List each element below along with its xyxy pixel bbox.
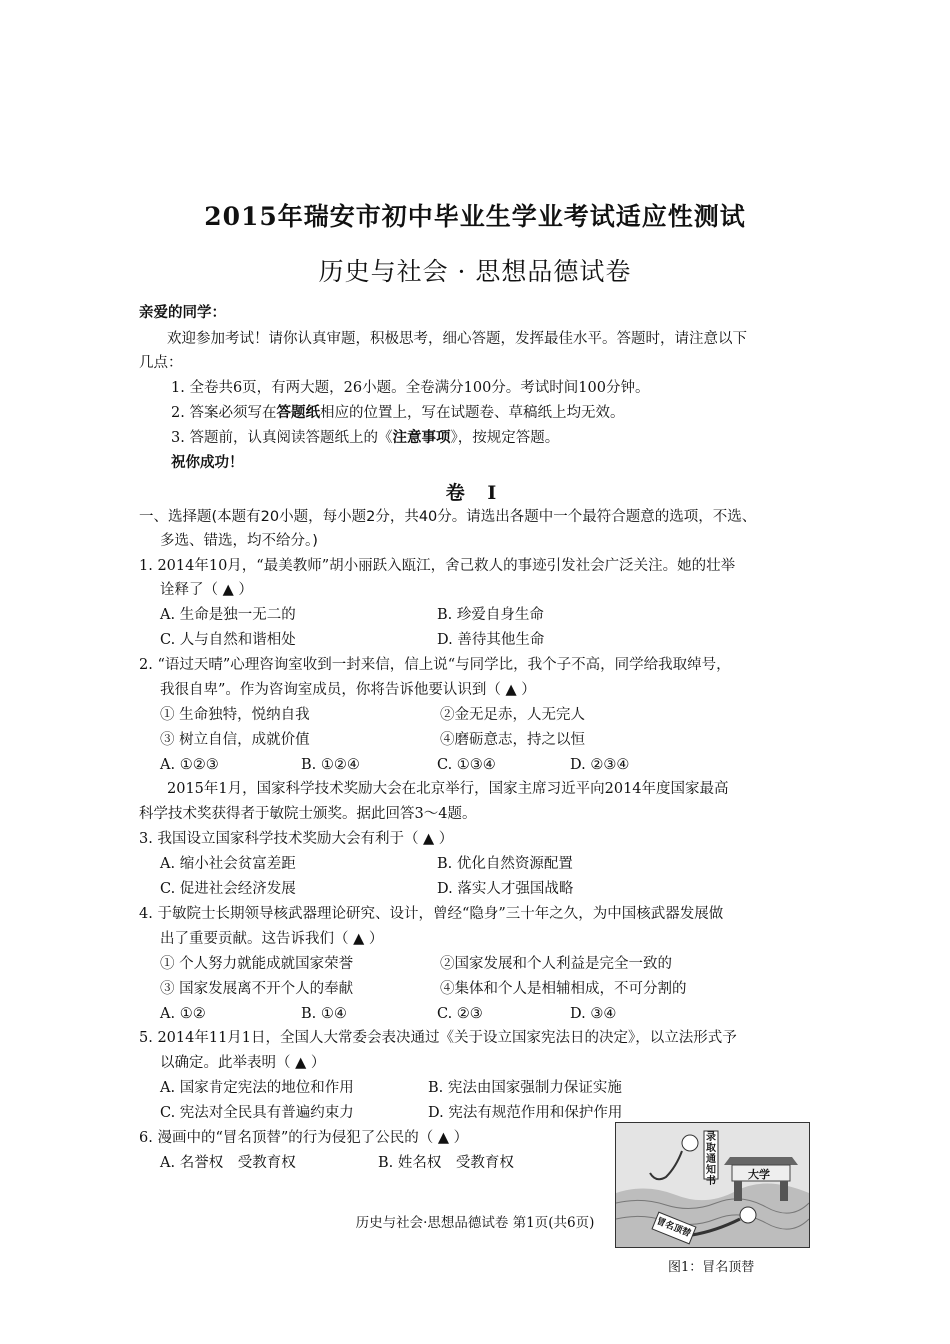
exam-title: 2015年瑞安市初中毕业生学业考试适应性测试 <box>204 202 746 231</box>
q5-option-b: B. 宪法由国家强制力保证实施 <box>428 1080 622 1096</box>
q2-stem-line-1: 2. “语过天晴”心理咨询室收到一封来信，信上说“与同学比，我个子不高，同学给我取绰号， <box>139 657 731 673</box>
q3-option-a: A. 缩小社会贫富差距 <box>160 856 296 872</box>
q3-option-c: C. 促进社会经济发展 <box>160 881 296 897</box>
cartoon-label-university: 大学 <box>748 1168 770 1181</box>
q1-option-b: B. 珍爱自身生命 <box>437 607 544 623</box>
q6-option-b: B. 姓名权 受教育权 <box>378 1155 514 1171</box>
intro-line-2: 几点： <box>139 355 183 371</box>
q4-stem-line-2: 出了重要贡献。这告诉我们（ ▲ ） <box>160 931 384 947</box>
q4-statement-2: ②国家发展和个人利益是完全一致的 <box>440 956 672 972</box>
q4-option-c: C. ②③ <box>437 1006 483 1022</box>
cartoon-label-admission-letter: 录取通知书 <box>706 1132 716 1187</box>
note-1: 1. 全卷共6页，有两大题，26小题。全卷满分100分。考试时间100分钟。 <box>171 380 650 396</box>
q2-option-b: B. ①②④ <box>301 757 360 773</box>
q5-option-d: D. 宪法有规范作用和保护作用 <box>428 1105 623 1121</box>
q3-stem: 3. 我国设立国家科学技术奖励大会有利于（ ▲ ） <box>139 831 454 847</box>
q5-option-c: C. 宪法对全民具有普遍约束力 <box>160 1105 354 1121</box>
q4-statement-1: ① 个人努力就能成就国家荣誉 <box>160 956 354 972</box>
q2-option-d: D. ②③④ <box>570 757 630 773</box>
q2-statement-4: ④磨砺意志，持之以恒 <box>440 732 585 748</box>
q5-stem-line-2: 以确定。此举表明（ ▲ ） <box>160 1055 326 1071</box>
q2-option-a: A. ①②③ <box>160 757 219 773</box>
wish: 祝你成功！ <box>171 454 244 471</box>
q2-stem-line-2: 我很自卑”。作为咨询室成员，你将告诉他要认识到（ ▲ ） <box>160 682 536 698</box>
exam-subtitle: 历史与社会 · 思想品德试卷 <box>318 257 632 286</box>
q2-statement-1: ① 生命独特，悦纳自我 <box>160 707 310 723</box>
q3-option-b: B. 优化自然资源配置 <box>437 856 573 872</box>
q4-statement-4: ④集体和个人是相辅相成，不可分割的 <box>440 981 687 997</box>
material-line-2: 科学技术奖获得者于敏院士颁奖。据此回答3～4题。 <box>139 806 477 822</box>
q1-stem-line-1: 1. 2014年10月，“最美教师”胡小丽跃入瓯江，舍己救人的事迹引发社会广泛关注。她的壮举 <box>139 558 736 574</box>
q1-option-d: D. 善待其他生命 <box>437 632 545 648</box>
greeting: 亲爱的同学： <box>139 304 226 321</box>
note-3: 3. 答题前，认真阅读答题纸上的《注意事项》，按规定答题。 <box>171 429 560 446</box>
q3-option-d: D. 落实人才强国战略 <box>437 881 574 897</box>
q6-stem: 6. 漫画中的“冒名顶替”的行为侵犯了公民的（ ▲ ） <box>139 1130 469 1146</box>
q5-stem-line-1: 5. 2014年11月1日，全国人大常委会表决通过《关于设立国家宪法日的决定》，以立法形式予 <box>139 1030 737 1046</box>
section-instructions-line-2: 多选、错选，均不给分。) <box>160 533 318 549</box>
q2-statement-3: ③ 树立自信，成就价值 <box>160 732 310 748</box>
q4-option-b: B. ①④ <box>301 1006 347 1022</box>
q4-option-d: D. ③④ <box>570 1006 617 1022</box>
cartoon-label-impersonation: 冒名顶替 <box>654 1216 693 1240</box>
q2-option-c: C. ①③④ <box>437 757 496 773</box>
q4-option-a: A. ①② <box>160 1006 206 1022</box>
note-2: 2. 答案必须写在答题纸相应的位置上，写在试题卷、草稿纸上均无效。 <box>171 404 625 421</box>
material-line-1: 2015年1月，国家科学技术奖励大会在北京举行，国家主席习近平向2014年度国家最高 <box>167 781 729 797</box>
intro-line-1: 欢迎参加考试！请你认真审题，积极思考，细心答题，发挥最佳水平。答题时，请注意以下 <box>167 331 747 347</box>
figure-caption: 图1：冒名顶替 <box>668 1260 755 1275</box>
q6-option-a: A. 名誉权 受教育权 <box>160 1155 296 1171</box>
volume-heading: 卷 Ⅰ <box>445 482 505 504</box>
q1-stem-line-2: 诠释了（ ▲ ） <box>160 582 253 598</box>
section-instructions-line-1: 一、选择题(本题有20小题，每小题2分，共40分。请选出各题中一个最符合题意的选项，不选、 <box>139 509 757 525</box>
q1-option-a: A. 生命是独一无二的 <box>160 607 296 623</box>
q4-statement-3: ③ 国家发展离不开个人的奉献 <box>160 981 354 997</box>
q2-statement-2: ②金无足赤，人无完人 <box>440 707 585 723</box>
page-footer: 历史与社会·思想品德试卷 第1页(共6页) <box>355 1215 595 1231</box>
q5-option-a: A. 国家肯定宪法的地位和作用 <box>160 1080 354 1096</box>
q1-option-c: C. 人与自然和谐相处 <box>160 632 296 648</box>
q4-stem-line-1: 4. 于敏院士长期领导核武器理论研究、设计，曾经“隐身”三十年之久，为中国核武器发展做 <box>139 906 724 922</box>
